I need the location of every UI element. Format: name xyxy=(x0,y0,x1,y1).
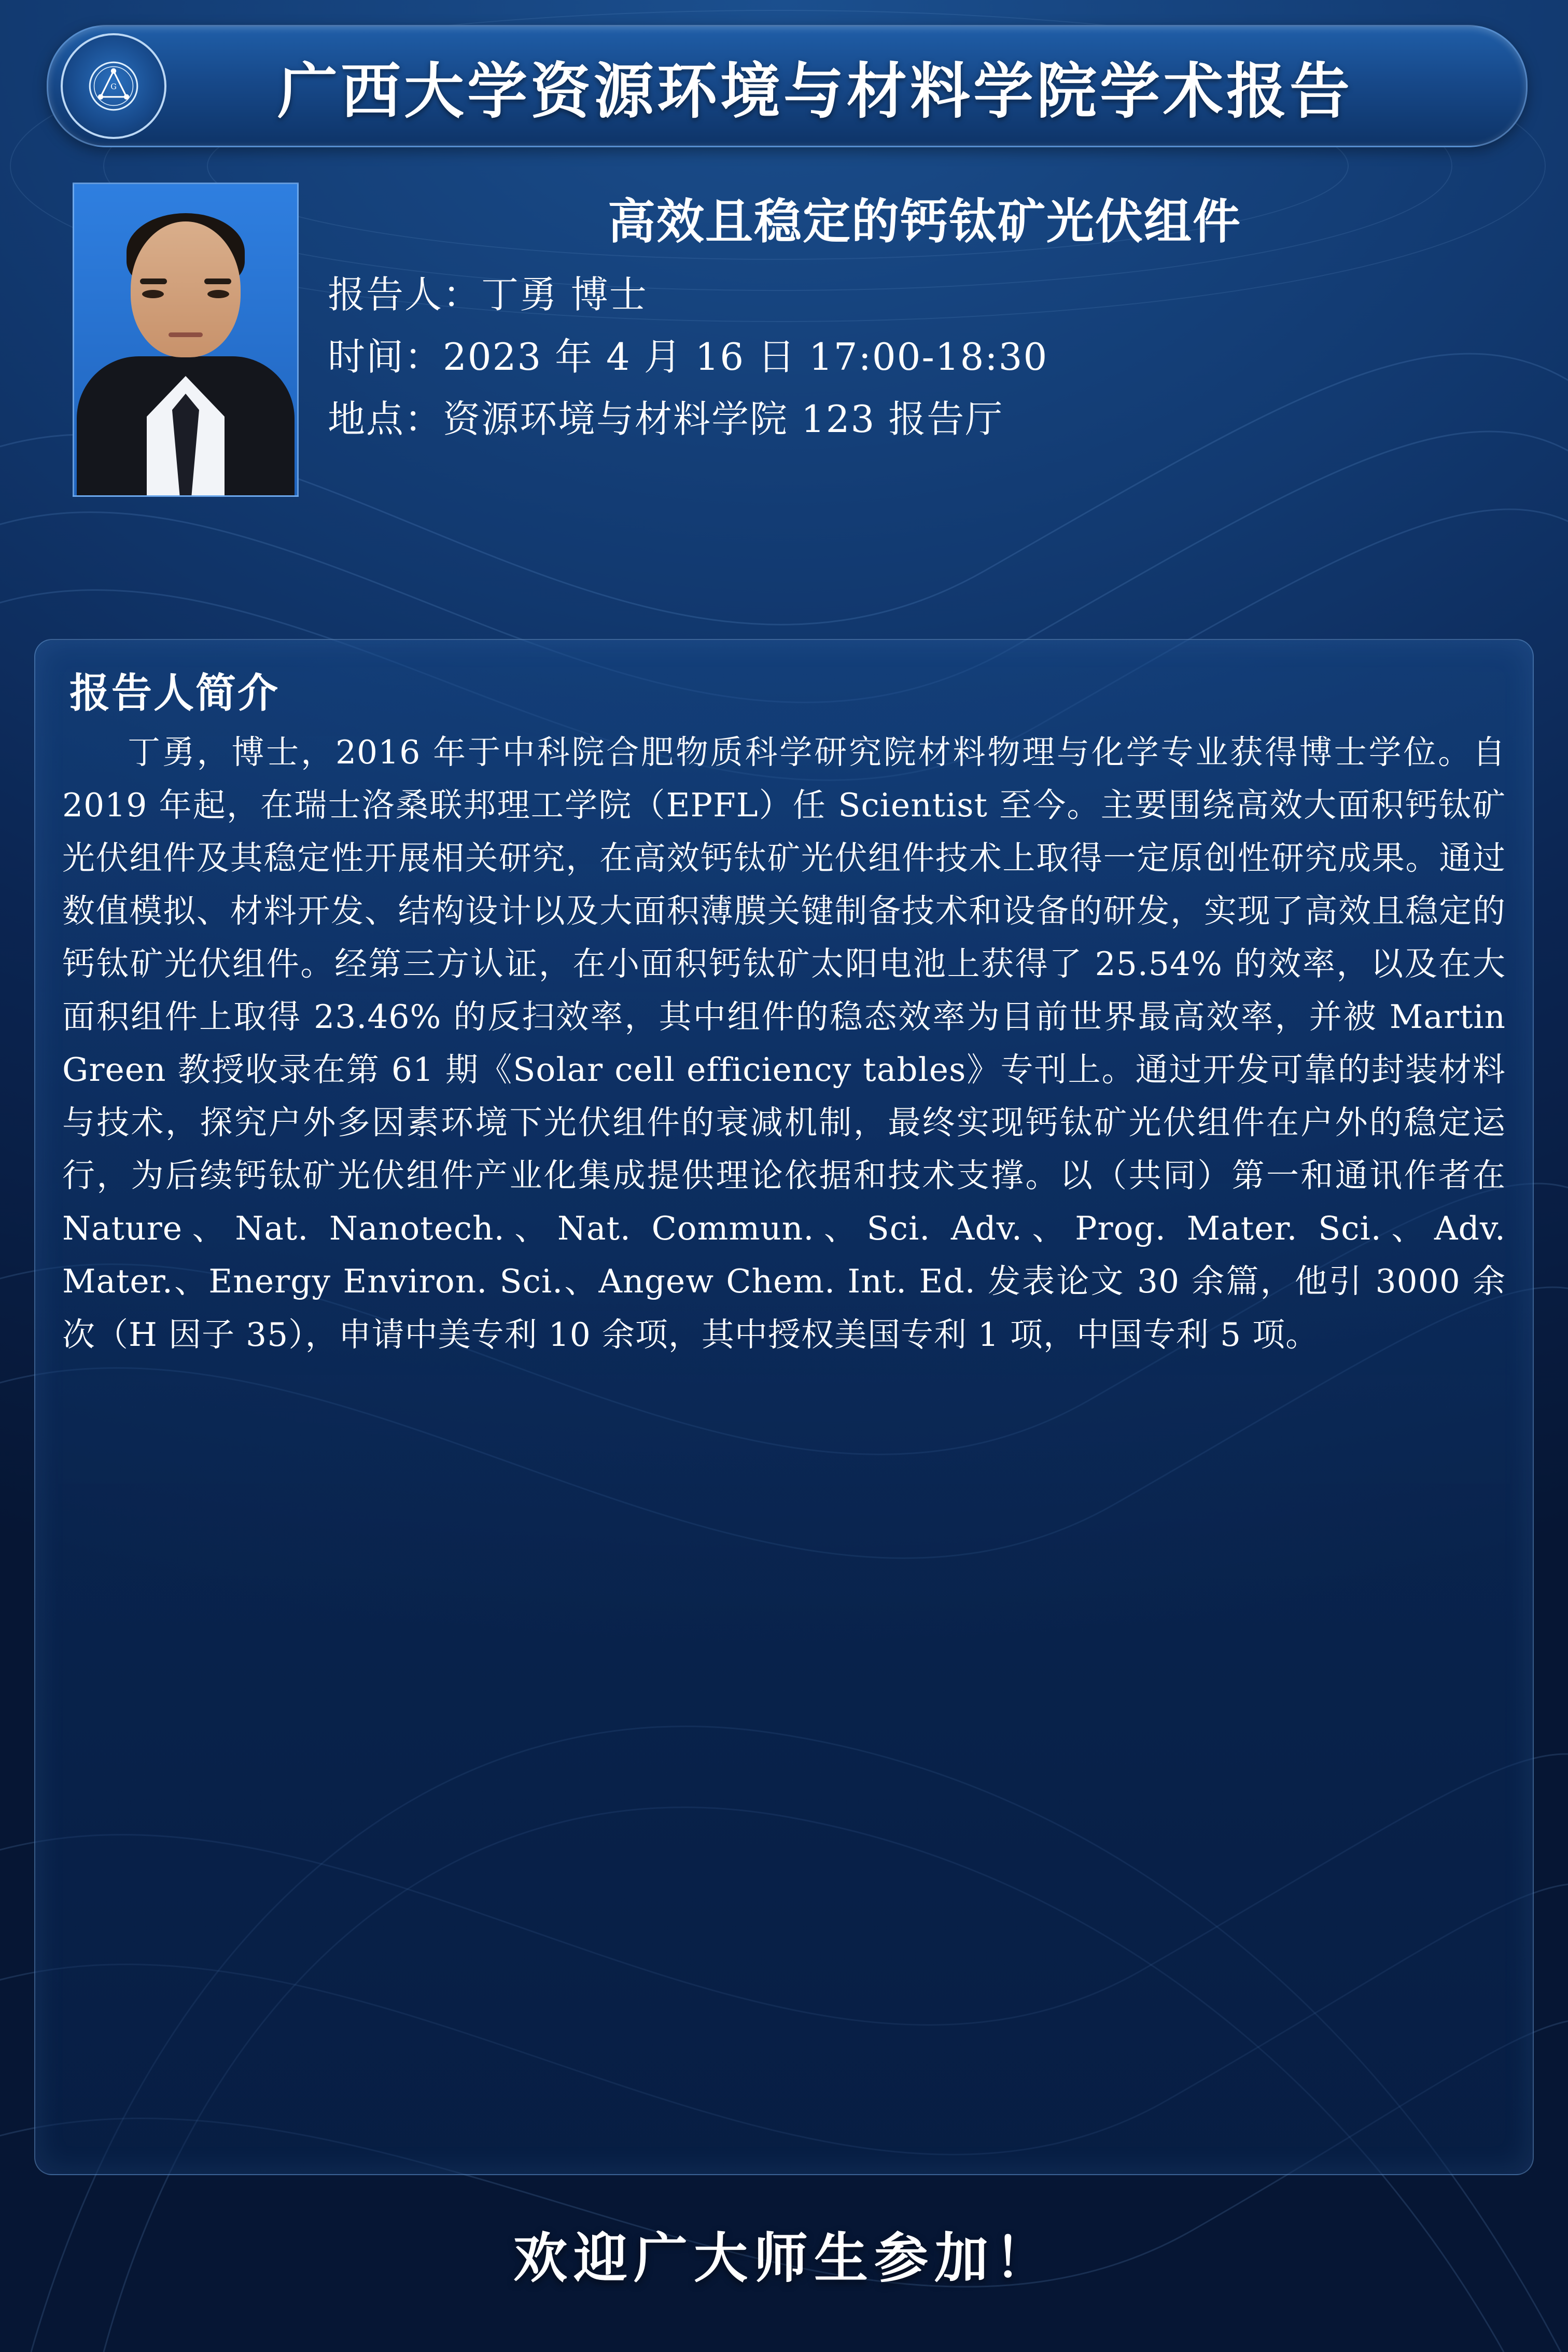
talk-place: 地点：资源环境与材料学院 123 报告厅 xyxy=(328,397,1004,441)
speaker-portrait xyxy=(73,183,299,497)
talk-speaker: 报告人：丁勇 博士 xyxy=(328,273,648,316)
talk-info-block xyxy=(73,183,1521,497)
talk-meta xyxy=(328,183,1521,451)
biography-panel xyxy=(34,639,1534,2175)
header-banner xyxy=(47,25,1528,147)
university-emblem-icon xyxy=(61,33,166,139)
talk-title: 高效且稳定的钙钛矿光伏组件 xyxy=(607,193,1241,249)
biography-heading: 报告人简介 xyxy=(69,670,280,717)
svg-text:G: G xyxy=(110,82,117,92)
talk-time: 时间：2023 年 4 月 16 日 17:00-18:30 xyxy=(328,335,1048,379)
banner-title: 广西大学资源环境与材料学院学术报告 xyxy=(277,55,1353,127)
biography-text: 丁勇，博士，2016 年于中科院合肥物质科学研究院材料物理与化学专业获得博士学位。自 2019 年起，在瑞士洛桑联邦理工学院（EPFL）任 Scientist 至今。主要围绕高效大面积钙钛矿光伏组件及其稳定性开展相关研究，在高效钙钛矿光伏组件技术上取得一定原创性研究成果。通过数值模拟、材料开发、结构设计以及大面积薄膜关键制备技术和设备的研发，实现了高效且稳定的钙钛矿光伏组件。经第三方认证，在小面积钙钛矿太阳电池上获得了 25.54% 的效率，以及在大面积组件上取得 23.46% 的反扫效率，其中组件的稳态效率为目前世界最高效率，并被 Martin Green 教授收录在第 61 期《Solar cell efficiency tables》专刊上。通过开发可靠的封装材料与技术，探究户外多因素环境下光伏组件的衰减机制，最终实现钙钛矿光伏组件在户外的稳定运行，为后续钙钛矿光伏组件产业化集成提供理论依据和技术支撑。以（共同）第一和通讯作者在 Nature、Nat. Nanotech.、Nat. Commun.、Sci. Adv.、Prog. Mater. Sci.、Adv. Mater.、Energy Environ. Sci.、Angew Chem. Int. Ed. 发表论文 30 余篇，他引 3000 余次（H 因子 35），申请中美专利 10 余项，其中授权美国专利 1 项，中国专利 5 项。 xyxy=(62,733,1506,1354)
footer-welcome-text: 欢迎广大师生参加！ xyxy=(513,2226,1055,2290)
